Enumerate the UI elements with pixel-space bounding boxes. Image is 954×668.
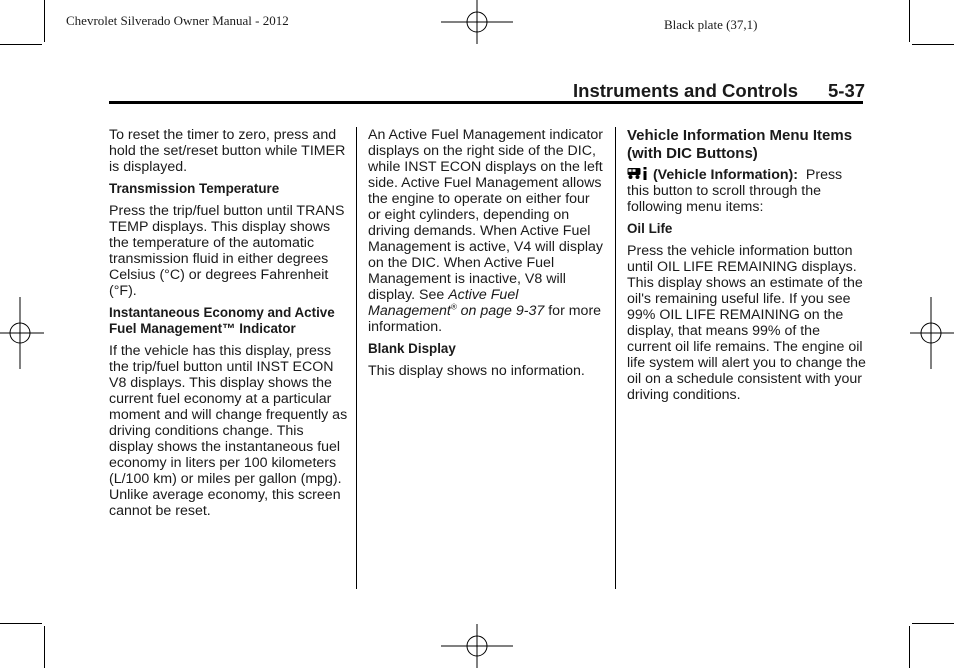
crop-mark xyxy=(44,626,45,668)
column-divider xyxy=(356,127,357,589)
plate-label: Black plate (37,1) xyxy=(664,17,758,32)
column-1 xyxy=(109,127,349,525)
paragraph: To reset the timer to zero, press and hold the set/reset button while TIMER is displayed. xyxy=(109,127,346,175)
paragraph: Press the trip/fuel button until TRANS TEMP displays. This display shows the temperature of the automatic transmission fluid in either degrees Celsius (°C) or degrees Fahrenheit (°F). xyxy=(109,203,345,299)
subheading: Blank Display xyxy=(368,341,456,356)
registration-mark-icon xyxy=(0,297,44,369)
cross-reference-link[interactable]: Active Fuel Management xyxy=(368,287,519,319)
crop-mark xyxy=(909,0,910,42)
column-2 xyxy=(368,127,604,385)
subheading: Transmission Temperature xyxy=(109,181,280,196)
paragraph-text: Press this button to scroll through the following menu items: xyxy=(627,167,843,215)
heading: Vehicle Information Menu Items (with DIC Buttons) xyxy=(627,127,853,162)
crop-mark xyxy=(0,623,42,624)
crop-mark xyxy=(0,44,42,45)
crop-mark xyxy=(912,623,954,624)
page-number: 5-37 xyxy=(828,80,866,101)
subheading: Oil Life xyxy=(627,221,673,236)
column-3 xyxy=(627,127,867,409)
cross-reference-page[interactable]: on page 9-37 xyxy=(456,303,545,319)
registration-mark-icon xyxy=(441,624,513,668)
section-rule xyxy=(109,101,863,104)
registered-mark: ® xyxy=(450,302,457,312)
subheading: Instantaneous Economy and Active Fuel Management™ Indicator xyxy=(109,305,335,336)
paragraph: Press the vehicle information button until OIL LIFE REMAINING displays. This display shows an estimate of the oil's remaining useful life. If you see 99% OIL LIFE REMAINING on the display, that means 99% of the current oil life remains. The engine oil life system will alert you to change the oil on a schedule consistent with your driving conditions. xyxy=(627,243,866,403)
column-divider xyxy=(615,127,616,589)
paragraph xyxy=(368,127,604,335)
paragraph: This display shows no information. xyxy=(368,363,585,379)
crop-mark xyxy=(44,0,45,42)
registration-mark-icon xyxy=(441,0,513,44)
paragraph xyxy=(627,167,867,215)
crop-mark xyxy=(909,626,910,668)
button-label: (Vehicle Information): xyxy=(652,167,798,183)
crop-mark xyxy=(912,44,954,45)
section-title: Instruments and Controls xyxy=(573,80,799,101)
vehicle-information-icon xyxy=(627,167,649,180)
paragraph-text: An Active Fuel Management indicator displays on the right side of the DIC, while INST ECON displays on the left side. Active Fuel Management allows the engine to operate on either four or eight cylinders, depending on driving demands. When Active Fuel Management is active, V4 will display on the DIC. When Active Fuel Management is inactive, V8 will display. See xyxy=(368,127,604,303)
registration-mark-icon xyxy=(910,297,954,369)
manual-title: Chevrolet Silverado Owner Manual - 2012 xyxy=(66,13,289,28)
paragraph: If the vehicle has this display, press the trip/fuel button until INST ECON V8 displays. This display shows the current fuel economy at a particular moment and will change frequently as driving conditions change. This display shows the instantaneous fuel economy in liters per 100 kilometers (L/100 km) or miles per gallon (mpg). Unlike average economy, this screen cannot be reset. xyxy=(109,343,348,519)
paragraph-text: for more information. xyxy=(368,303,602,335)
